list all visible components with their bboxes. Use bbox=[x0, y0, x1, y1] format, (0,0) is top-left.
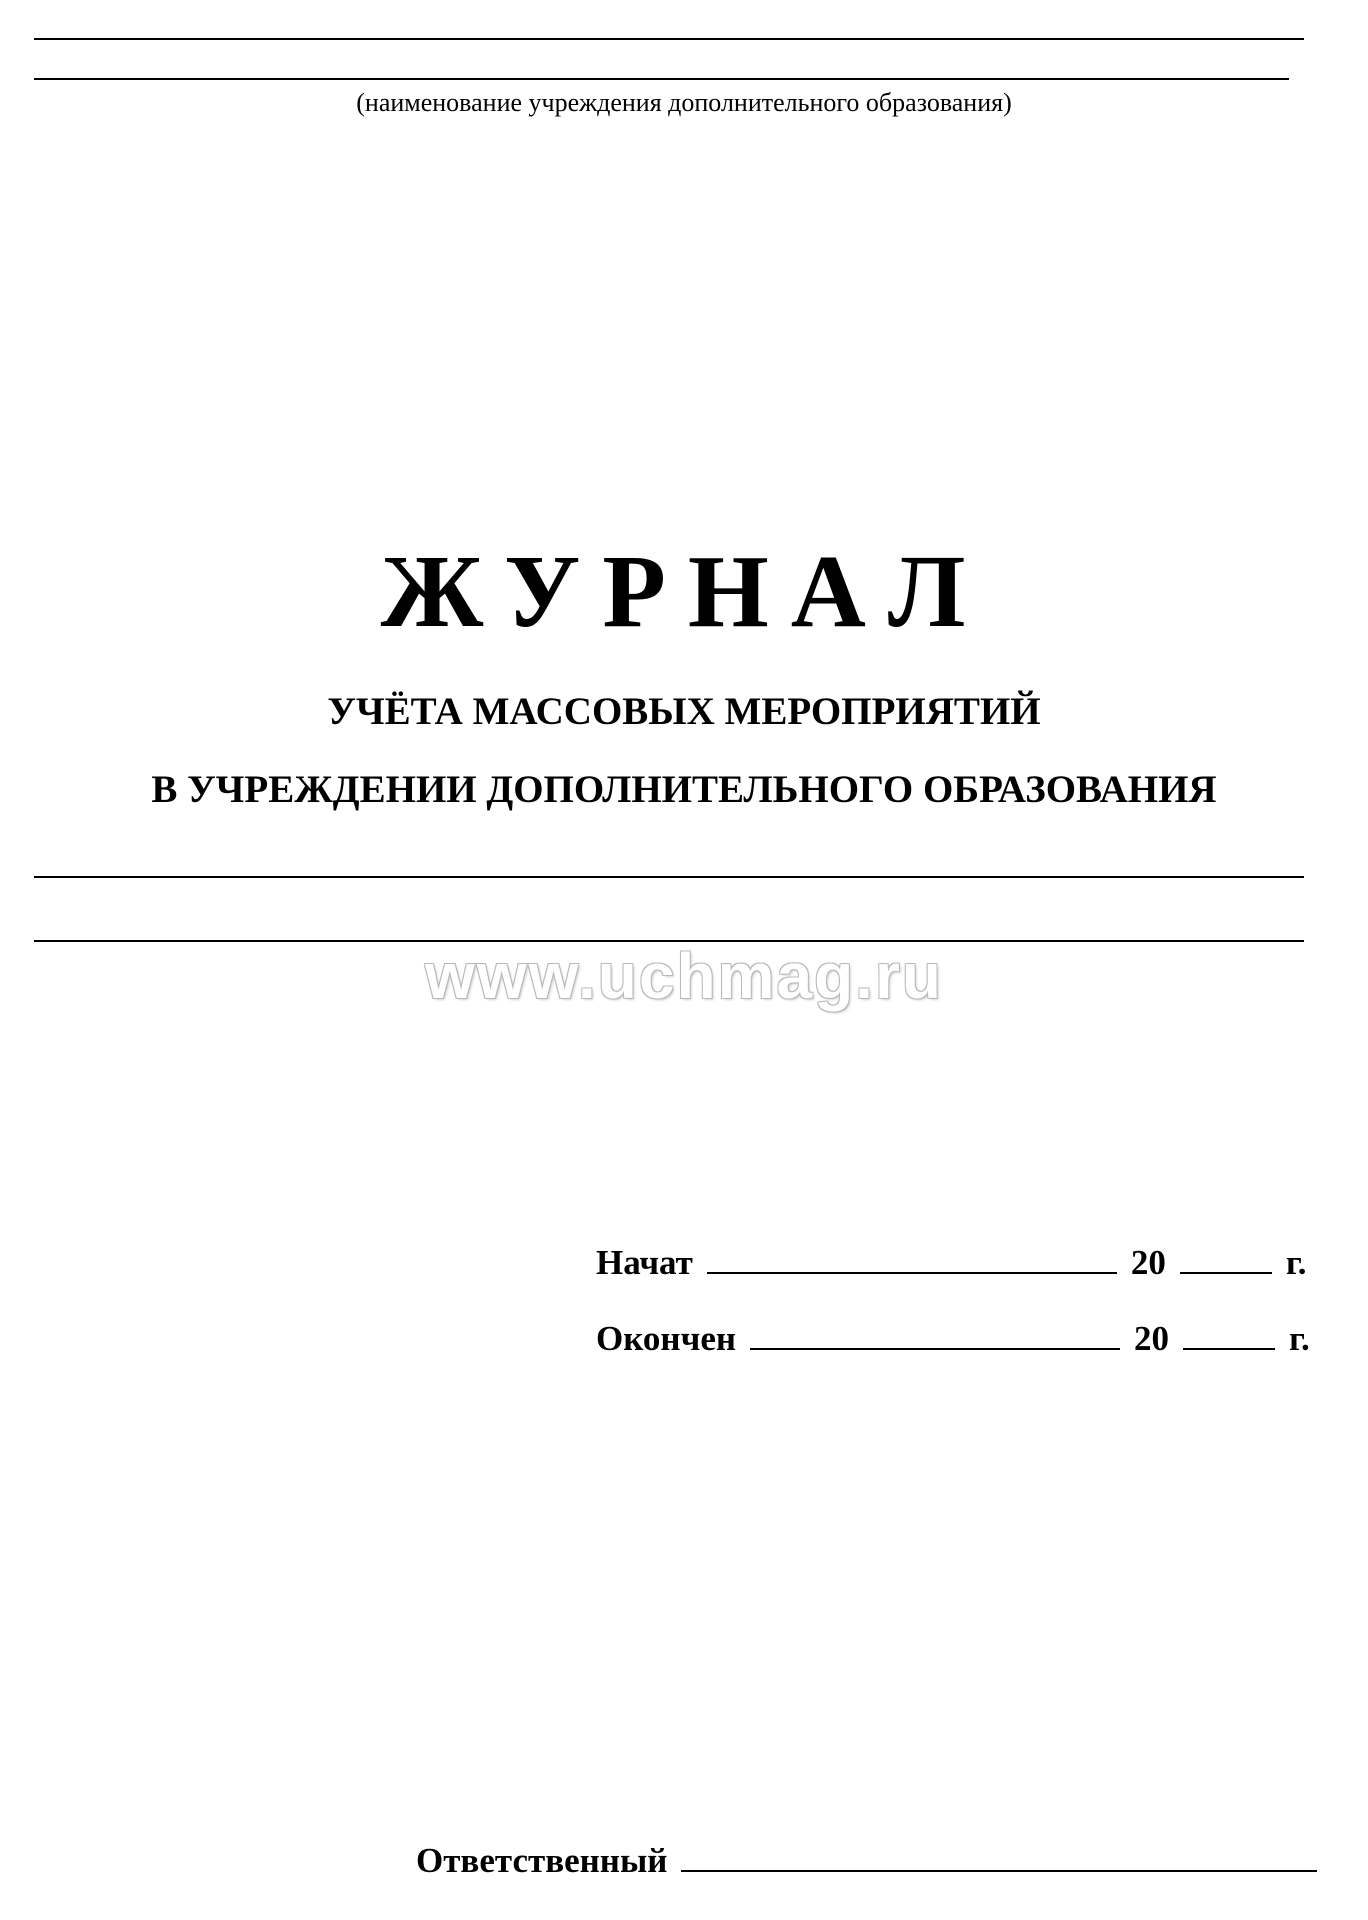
started-century-prefix: 20 bbox=[1130, 1243, 1166, 1282]
journal-subtitle-line-1: УЧЁТА МАССОВЫХ МЕРОПРИЯТИЙ bbox=[327, 690, 1041, 733]
ended-year-suffix: г. bbox=[1289, 1319, 1310, 1358]
ended-date-blank bbox=[750, 1320, 1120, 1350]
started-date-blank bbox=[707, 1244, 1117, 1274]
responsible-label: Ответственный bbox=[416, 1841, 668, 1880]
responsible-blank bbox=[681, 1842, 1317, 1872]
institution-name-caption: (наименование учреждения дополнительного образования) bbox=[356, 88, 1012, 117]
journal-subtitle-line-2: В УЧРЕЖДЕНИИ ДОПОЛНИТЕЛЬНОГО ОБРАЗОВАНИЯ bbox=[151, 768, 1217, 811]
ended-label: Окончен bbox=[596, 1319, 737, 1358]
title-blank-line-1 bbox=[34, 876, 1304, 878]
ended-year-blank bbox=[1183, 1320, 1275, 1350]
institution-name-line-2 bbox=[34, 78, 1289, 80]
started-year-blank bbox=[1180, 1244, 1272, 1274]
ended-date-field bbox=[596, 1320, 1310, 1356]
ended-century-prefix: 20 bbox=[1134, 1319, 1170, 1358]
institution-name-line-1 bbox=[34, 38, 1304, 40]
started-label: Начат bbox=[596, 1243, 693, 1282]
journal-title: ЖУРНАЛ bbox=[380, 534, 988, 649]
site-watermark: www.uchmag.ru bbox=[425, 940, 943, 1012]
responsible-field bbox=[416, 1842, 1317, 1878]
started-year-suffix: г. bbox=[1285, 1243, 1307, 1282]
started-date-field bbox=[596, 1244, 1307, 1280]
